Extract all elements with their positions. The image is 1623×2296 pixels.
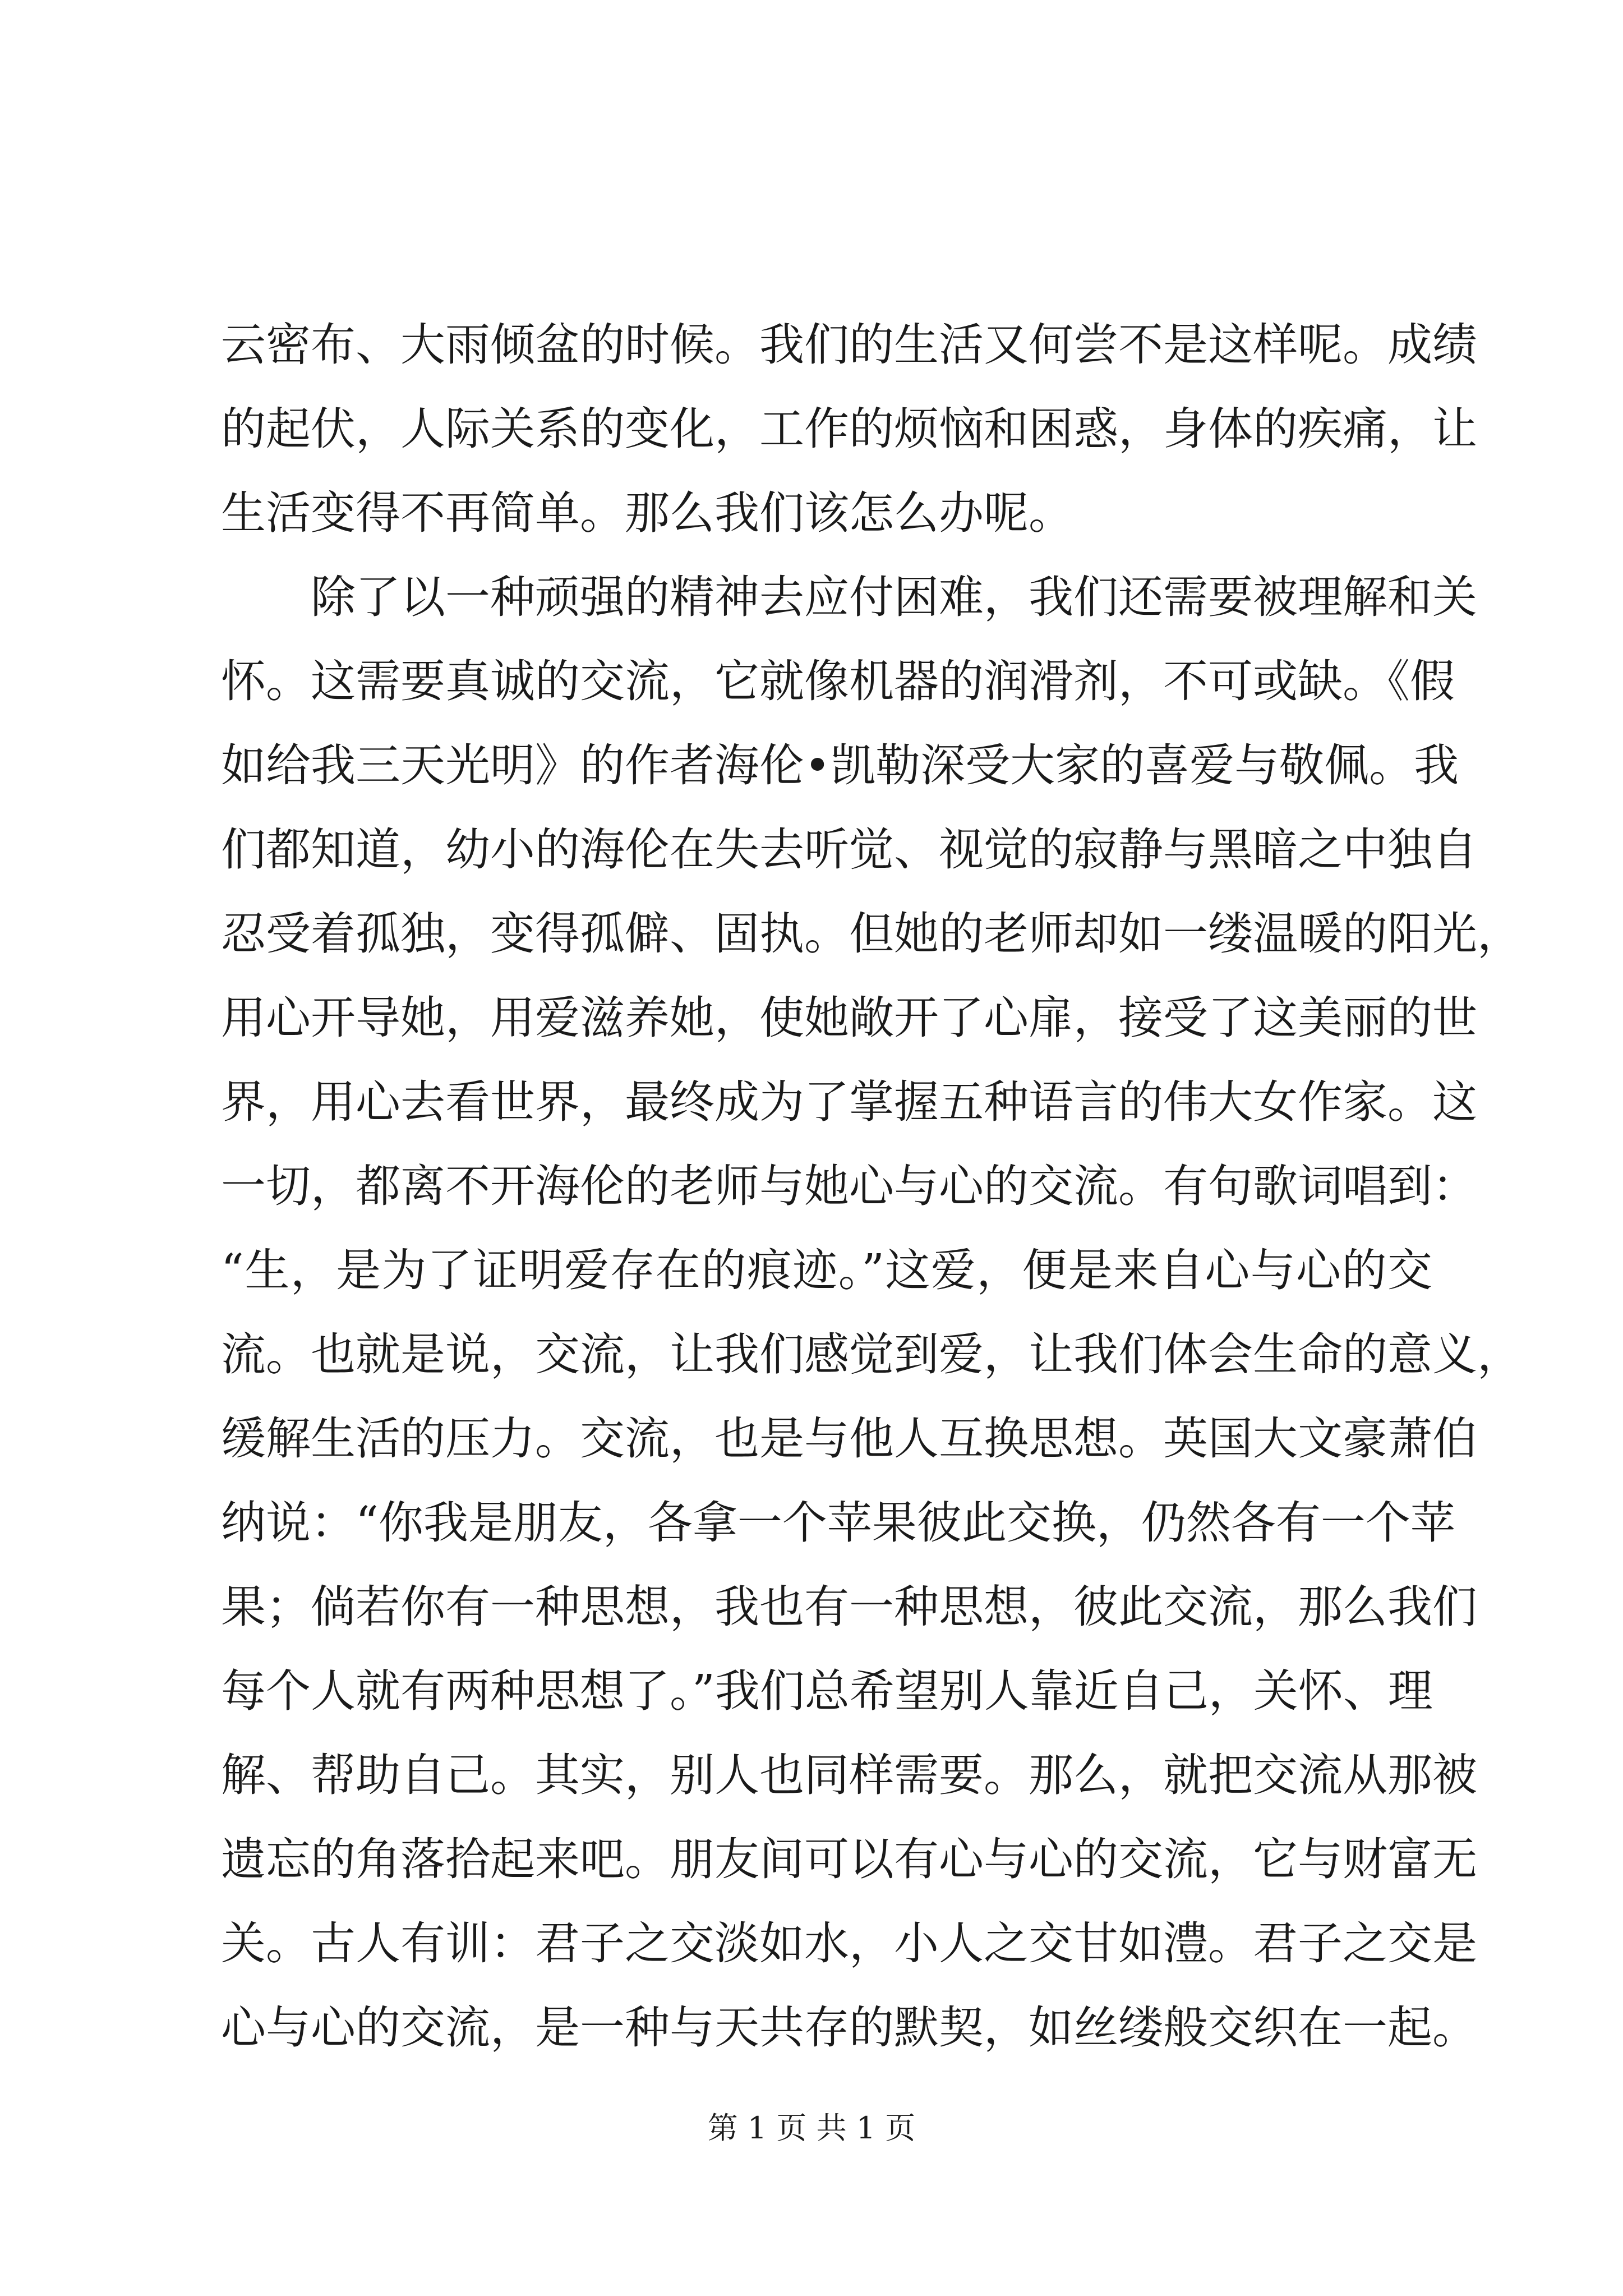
text-line: 如给我三天光明》的作者海伦•凯勒深受大家的喜爱与敬佩。我 [221, 739, 1459, 792]
text-line: 每个人就有两种思想了。”我们总希望别人靠近自己，关怀、理 [221, 1665, 1433, 1717]
text-line: 纳说：“你我是朋友，各拿一个苹果彼此交换，仍然各有一个苹 [221, 1497, 1455, 1549]
text-line: 遗忘的角落拾起来吧。朋友间可以有心与心的交流，它与财富无 [221, 1833, 1477, 1885]
body-text [221, 303, 1522, 2070]
text-line: 心与心的交流，是一种与天共存的默契，如丝缕般交织在一起。 [221, 2001, 1477, 2054]
text-line: 界，用心去看世界，最终成为了掌握五种语言的伟大女作家。这 [221, 1076, 1477, 1128]
page-footer [0, 2110, 1623, 2146]
text-line: 的起伏，人际关系的变化，工作的烦恼和困惑，身体的疾痛，让 [221, 403, 1477, 455]
text-line: 生活变得不再简单。那么我们该怎么办呢。 [221, 487, 1073, 539]
text-line: 们都知道，幼小的海伦在失去听觉、视觉的寂静与黑暗之中独自 [221, 823, 1477, 876]
text-line: 怀。这需要真诚的交流，它就像机器的润滑剂，不可或缺。《假 [221, 655, 1455, 707]
text-line: 云密布、大雨倾盆的时候。我们的生活又何尝不是这样呢。成绩 [221, 319, 1477, 371]
page-number: 第 1 页 共 1 页 [707, 2110, 916, 2146]
text-line: 解、帮助自己。其实，别人也同样需要。那么，就把交流从那被 [221, 1749, 1477, 1801]
text-line: 一切，都离不开海伦的老师与她心与心的交流。有句歌词唱到： [221, 1160, 1477, 1212]
text-line: 果；倘若你有一种思想，我也有一种思想，彼此交流，那么我们 [221, 1581, 1477, 1633]
text-line: 流。也就是说，交流，让我们感觉到爱，让我们体会生命的意义， [221, 1328, 1522, 1381]
text-line: “生，是为了证明爱存在的痕迹。”这爱，便是来自心与心的交 [221, 1244, 1432, 1296]
text-line: 用心开导她，用爱滋养她，使她敞开了心扉，接受了这美丽的世 [221, 992, 1477, 1044]
text-line: 缓解生活的压力。交流，也是与他人互换思想。英国大文豪萧伯 [221, 1412, 1477, 1465]
text-line: 除了以一种顽强的精神去应付困难，我们还需要被理解和关 [311, 571, 1477, 623]
text-line: 关。古人有训：君子之交淡如水，小人之交甘如澧。君子之交是 [221, 1917, 1477, 1970]
text-line: 忍受着孤独，变得孤僻、固执。但她的老师却如一缕温暖的阳光， [221, 908, 1522, 960]
